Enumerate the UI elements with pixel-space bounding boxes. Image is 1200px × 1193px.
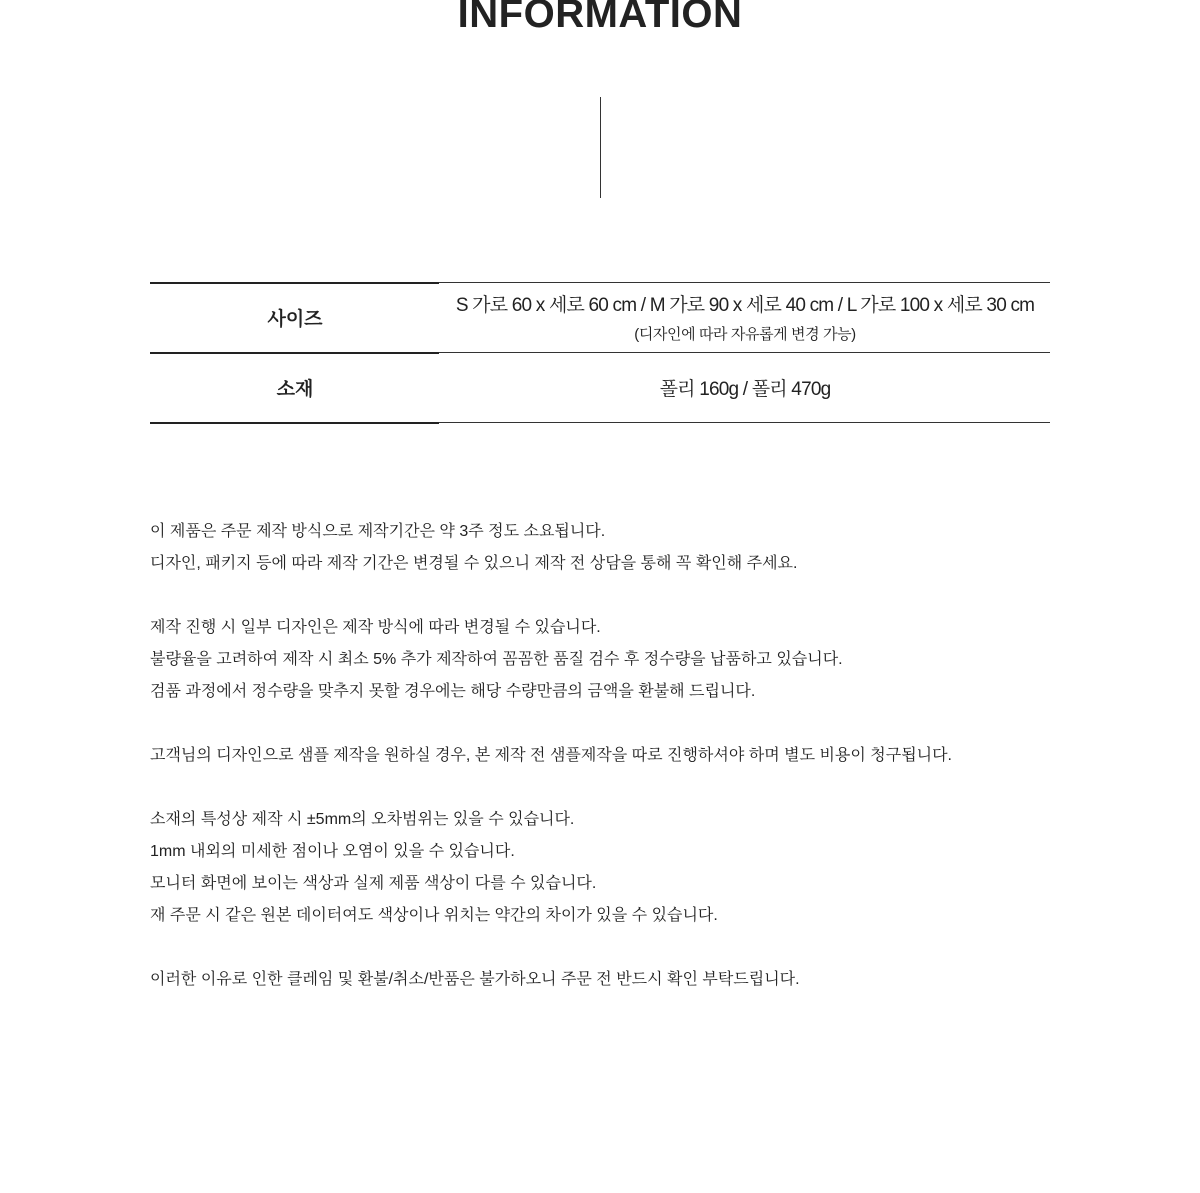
note-line: 이 제품은 주문 제작 방식으로 제작기간은 약 3주 정도 소요됩니다. (150, 523, 606, 540)
note-line: 소재의 특성상 제작 시 ±5mm의 오차범위는 있을 수 있습니다. (150, 811, 575, 828)
size-value: S 가로 60 x 세로 60 cm / M 가로 90 x 세로 40 cm / L 가로 100 x 세로 30 cm (455, 295, 1035, 316)
divider-vertical (600, 97, 601, 198)
note-line: 이러한 이유로 인한 클레임 및 환불/취소/반품은 불가하오니 주문 전 반드시 확인 부탁드립니다. (150, 971, 800, 988)
material-label: 소재 (276, 378, 314, 400)
table-border-bottom-header (150, 422, 439, 424)
info-table (150, 282, 1050, 422)
size-value-cell (440, 290, 1050, 344)
notes-section (150, 516, 1050, 1028)
notes-paragraph (150, 516, 1050, 580)
size-label: 사이즈 (267, 308, 323, 330)
notes-paragraph (150, 964, 1050, 996)
note-line: 재 주문 시 같은 원본 데이터여도 색상이나 위치는 약간의 차이가 있을 수 있습니다. (150, 907, 718, 924)
note-line: 디자인, 패키지 등에 따라 제작 기간은 변경될 수 있으니 제작 전 상담을 통해 꼭 확인해 주세요. (150, 555, 798, 572)
table-row-material (150, 352, 1050, 422)
note-line: 모니터 화면에 보이는 색상과 실제 제품 색상이 다를 수 있습니다. (150, 875, 597, 892)
table-row-size (150, 282, 1050, 352)
note-line: 검품 과정에서 정수량을 맞추지 못할 경우에는 해당 수량만큼의 금액을 환불해 드립니다. (150, 683, 756, 700)
note-line: 불량율을 고려하여 제작 시 최소 5% 추가 제작하여 꼼꼼한 품질 검수 후 정수량을 납품하고 있습니다. (150, 651, 843, 668)
size-note: (디자인에 따라 자유롭게 변경 가능) (634, 326, 856, 343)
notes-paragraph (150, 804, 1050, 932)
note-line: 1mm 내외의 미세한 점이나 오염이 있을 수 있습니다. (150, 843, 515, 860)
note-line: 제작 진행 시 일부 디자인은 제작 방식에 따라 변경될 수 있습니다. (150, 619, 601, 636)
material-value: 폴리 160g / 폴리 470g (659, 378, 831, 400)
page-title: INFORMATION (457, 0, 743, 36)
note-line: 고객님의 디자인으로 샘플 제작을 원하실 경우, 본 제작 전 샘플제작을 따로 진행하셔야 하며 별도 비용이 청구됩니다. (150, 747, 953, 764)
notes-paragraph (150, 612, 1050, 708)
notes-paragraph (150, 740, 1050, 772)
